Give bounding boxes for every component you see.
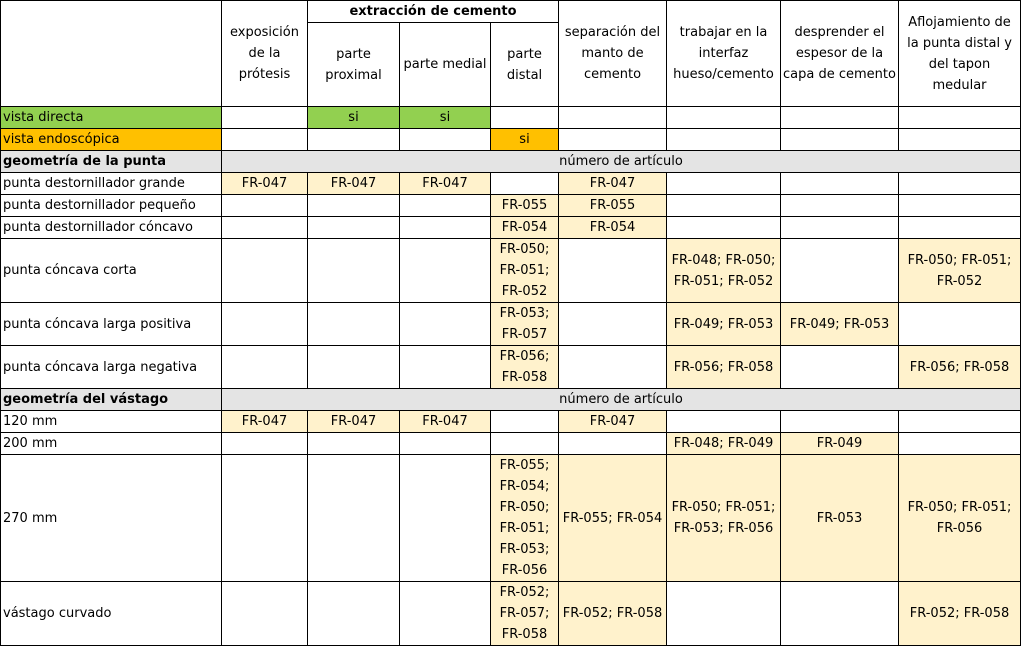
- article-cell: FR-053: [781, 455, 899, 582]
- vision-cell: [667, 107, 781, 129]
- article-cell: [400, 582, 491, 646]
- col-header-mantle-separation: separación del manto de cemento: [559, 1, 667, 107]
- section-header-row: [1, 389, 1021, 411]
- table-row: [1, 195, 1021, 217]
- article-cell: [781, 217, 899, 239]
- article-cell: [559, 433, 667, 455]
- article-cell: FR-052; FR-058: [559, 582, 667, 646]
- article-cell: [781, 195, 899, 217]
- table-row: [1, 346, 1021, 389]
- row-label: 200 mm: [1, 433, 222, 455]
- table-row: [1, 173, 1021, 195]
- article-cell: [899, 173, 1021, 195]
- vision-cell: [222, 107, 308, 129]
- article-cell: [308, 217, 400, 239]
- vision-cell: [491, 107, 559, 129]
- article-cell: FR-050; FR-051; FR-052: [491, 239, 559, 303]
- article-cell: [400, 455, 491, 582]
- article-cell: FR-052; FR-058: [899, 582, 1021, 646]
- article-cell: [781, 411, 899, 433]
- group-header-cement-extraction: extracción de cemento: [308, 1, 559, 23]
- article-cell: [667, 173, 781, 195]
- article-cell: FR-047: [400, 411, 491, 433]
- row-label: punta destornillador grande: [1, 173, 222, 195]
- article-cell: [400, 195, 491, 217]
- article-cell: FR-055: [559, 195, 667, 217]
- article-cell: [400, 303, 491, 346]
- table-row: [1, 217, 1021, 239]
- col-header-medial: parte medial: [400, 23, 491, 107]
- section-title: geometría de la punta: [1, 151, 222, 173]
- col-header-proximal: parte proximal: [308, 23, 400, 107]
- article-cell: [222, 346, 308, 389]
- article-cell: [400, 239, 491, 303]
- article-cell: FR-048; FR-049: [667, 433, 781, 455]
- table-row: [1, 455, 1021, 582]
- article-cell: FR-056; FR-058: [899, 346, 1021, 389]
- article-cell: [491, 411, 559, 433]
- row-label: punta destornillador cóncavo: [1, 217, 222, 239]
- article-cell: FR-047: [308, 173, 400, 195]
- corner-cell: [1, 1, 222, 107]
- article-cell: FR-047: [559, 173, 667, 195]
- article-cell: FR-047: [222, 411, 308, 433]
- section-subtitle: número de artículo: [222, 389, 1021, 411]
- article-cell: [899, 195, 1021, 217]
- article-cell: FR-055: [491, 195, 559, 217]
- article-cell: [222, 217, 308, 239]
- section-header-row: [1, 151, 1021, 173]
- article-cell: [559, 303, 667, 346]
- article-cell: FR-056; FR-058: [491, 346, 559, 389]
- article-cell: FR-054: [559, 217, 667, 239]
- vision-cell: [899, 129, 1021, 151]
- article-cell: FR-049; FR-053: [667, 303, 781, 346]
- article-cell: [559, 239, 667, 303]
- article-cell: FR-055; FR-054; FR-050; FR-051; FR-053; FR-056: [491, 455, 559, 582]
- vision-cell: [781, 129, 899, 151]
- vision-cell: [400, 129, 491, 151]
- section-subtitle: número de artículo: [222, 151, 1021, 173]
- article-cell: FR-054: [491, 217, 559, 239]
- vision-cell: [559, 129, 667, 151]
- table-row: [1, 303, 1021, 346]
- col-header-bone-cement-interface: trabajar en la interfaz hueso/cemento: [667, 1, 781, 107]
- article-cell: FR-052; FR-057; FR-058: [491, 582, 559, 646]
- article-cell: FR-047: [222, 173, 308, 195]
- article-cell: [222, 582, 308, 646]
- table-row: [1, 582, 1021, 646]
- col-header-distal: parte distal: [491, 23, 559, 107]
- table-row: [1, 239, 1021, 303]
- article-cell: [308, 239, 400, 303]
- vision-cell: [222, 129, 308, 151]
- article-cell: [308, 195, 400, 217]
- row-label: punta cóncava larga positiva: [1, 303, 222, 346]
- vision-cell: si: [308, 107, 400, 129]
- article-cell: FR-047: [400, 173, 491, 195]
- article-cell: FR-049; FR-053: [781, 303, 899, 346]
- row-label: 270 mm: [1, 455, 222, 582]
- article-cell: FR-056; FR-058: [667, 346, 781, 389]
- article-cell: [308, 582, 400, 646]
- article-cell: [667, 217, 781, 239]
- row-label: punta cóncava corta: [1, 239, 222, 303]
- vision-cell: [667, 129, 781, 151]
- article-cell: [308, 455, 400, 582]
- article-cell: [781, 346, 899, 389]
- vision-cell: [781, 107, 899, 129]
- article-cell: FR-047: [308, 411, 400, 433]
- table-row: [1, 411, 1021, 433]
- article-cell: [308, 433, 400, 455]
- table-row: [1, 433, 1021, 455]
- article-cell: [308, 303, 400, 346]
- article-cell: [899, 433, 1021, 455]
- article-cell: [667, 582, 781, 646]
- article-cell: [400, 217, 491, 239]
- row-label: punta destornillador pequeño: [1, 195, 222, 217]
- vision-row: [1, 107, 1021, 129]
- article-cell: [781, 239, 899, 303]
- article-cell: [222, 455, 308, 582]
- article-cell: FR-055; FR-054: [559, 455, 667, 582]
- article-cell: [667, 195, 781, 217]
- col-header-exposure: exposición de la prótesis: [222, 1, 308, 107]
- row-label: punta cóncava larga negativa: [1, 346, 222, 389]
- article-cell: [491, 173, 559, 195]
- article-cell: [222, 239, 308, 303]
- article-cell: [899, 303, 1021, 346]
- article-cell: FR-049: [781, 433, 899, 455]
- article-cell: FR-050; FR-051; FR-053; FR-056: [667, 455, 781, 582]
- article-cell: FR-053; FR-057: [491, 303, 559, 346]
- vision-row: [1, 129, 1021, 151]
- article-cell: [222, 433, 308, 455]
- col-header-distal-plug: Aflojamiento de la punta distal y del tapon medular: [899, 1, 1021, 107]
- article-cell: [781, 582, 899, 646]
- article-cell: FR-047: [559, 411, 667, 433]
- article-cell: [667, 411, 781, 433]
- vision-cell: [899, 107, 1021, 129]
- article-cell: [400, 346, 491, 389]
- article-cell: [899, 217, 1021, 239]
- col-header-cement-layer: desprender el espesor de la capa de cemento: [781, 1, 899, 107]
- article-cell: [491, 433, 559, 455]
- vision-cell: si: [400, 107, 491, 129]
- article-cell: [781, 173, 899, 195]
- article-cell: [222, 195, 308, 217]
- row-label: vástago curvado: [1, 582, 222, 646]
- vision-row-label: vista directa: [1, 107, 222, 129]
- section-title: geometría del vástago: [1, 389, 222, 411]
- vision-cell: [308, 129, 400, 151]
- article-cell: [899, 411, 1021, 433]
- article-cell: [559, 346, 667, 389]
- article-cell: [308, 346, 400, 389]
- article-cell: FR-050; FR-051; FR-056: [899, 455, 1021, 582]
- article-cell: [400, 433, 491, 455]
- vision-cell: [559, 107, 667, 129]
- vision-cell: si: [491, 129, 559, 151]
- vision-row-label: vista endoscópica: [1, 129, 222, 151]
- row-label: 120 mm: [1, 411, 222, 433]
- article-cell: [222, 303, 308, 346]
- article-cell: FR-048; FR-050; FR-051; FR-052: [667, 239, 781, 303]
- article-cell: FR-050; FR-051; FR-052: [899, 239, 1021, 303]
